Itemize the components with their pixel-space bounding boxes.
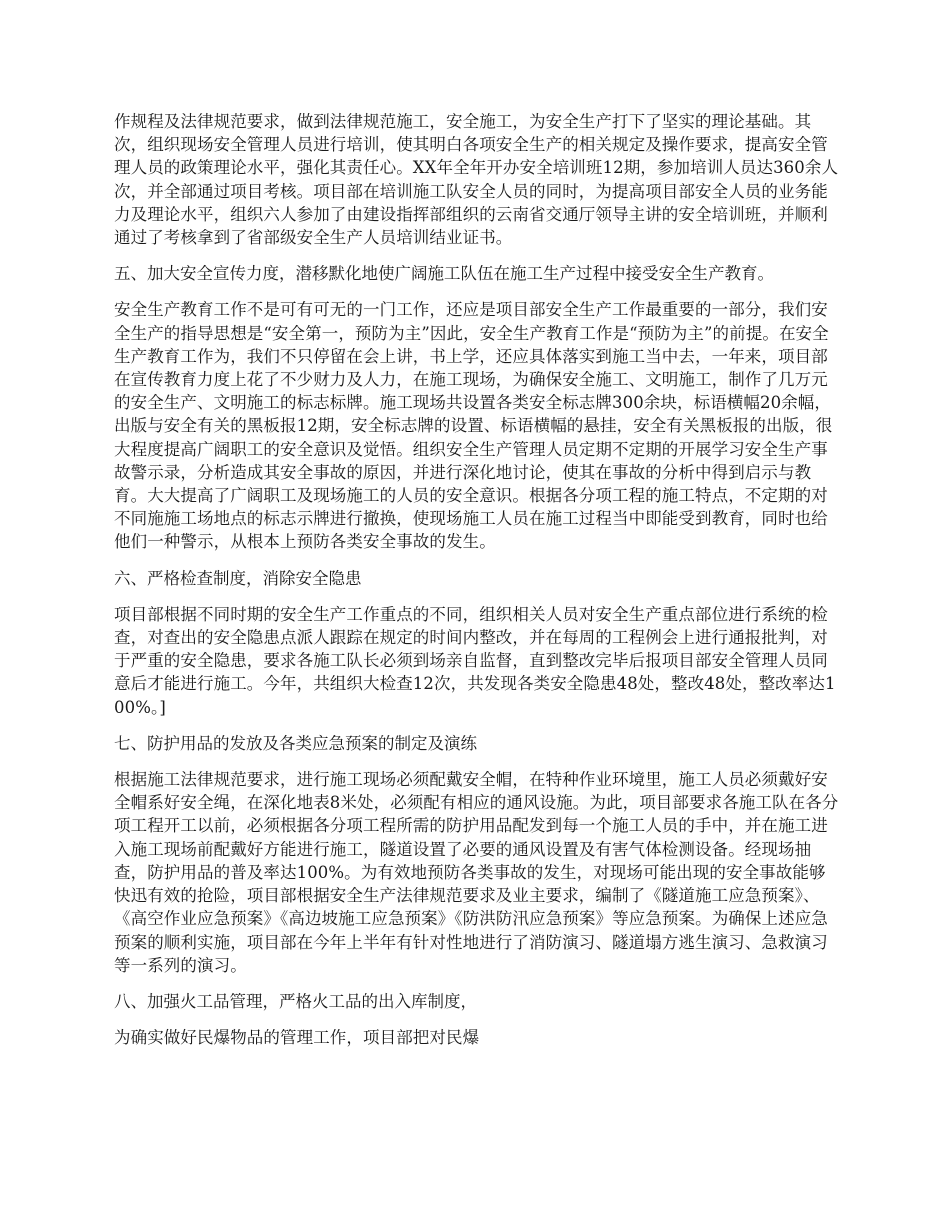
paragraph-explosives: 为确实做好民爆物品的管理工作，项目部把对民爆 (114, 1028, 480, 1048)
section-heading-7: 七、防护用品的发放及各类应急预案的制定及演练 (114, 733, 477, 753)
section-heading-8: 八、加强火工品管理，严格火工品的出入库制度， (114, 991, 477, 1011)
paragraph-inspection: 项目部根据不同时期的安全生产工作重点的不同，组织相关人员对安全生产重点部位进行系统的检查，对查出的安全隐患点派人跟踪在规定的时间内整改，并在每周的工程例会上进行通报批判，对于严重的安全隐患，要求各施工队长必须到场亲自监督，直到整改完毕后报项目部安全管理人员同意后才能进行施工。今年，共组织大检查12次，共发现各类安全隐患48处，整改48处，整改率达100%。] (114, 604, 836, 717)
paragraph-education: 安全生产教育工作不是可有可无的一门工作，还应是项目部安全生产工作最重要的一部分，我们安全生产的指导思想是“安全第一，预防为主”因此，安全生产教育工作是“预防为主”的前提。在安全生产教育工作为，我们不只停留在会上讲，书上学，还应具体落实到施工当中去，一年来，项目部在宣传教育力度上花了不少财力及人力，在施工现场，为确保安全施工、文明施工，制作了几万元的安全生产、文明施工的标志标牌。施工现场共设置各类安全标志牌300余块，标语横幅20余幅，出版与安全有关的黑板报12期，安全标志牌的设置、标语横幅的悬挂，安全有关黑板报的出版，很大程度提高广阔职工的安全意识及觉悟。组织安全生产管理人员定期不定期的开展学习安全生产事故警示录，分析造成其安全事故的原因，并进行深化地讨论，使其在事故的分析中得到启示与教育。大大提高了广阔职工及现场施工的人员的安全意识。根据各分项工程的施工特点，不定期的对不同施施工场地点的标志示牌进行撤换，使现场施工人员在施工过程当中即能受到教育，同时也给他们一种警示，从根本上预防各类安全事故的发生。 (114, 300, 833, 552)
section-heading-6: 六、严格检查制度，消除安全隐患 (114, 568, 362, 588)
document-page (114, 110, 840, 1062)
section-heading-5: 五、加大安全宣传力度，潜移默化地使广阔施工队伍在施工生产过程中接受安全生产教育。 (114, 264, 774, 284)
paragraph-protective-equipment: 根据施工法律规范要求，进行施工现场必须配戴安全帽，在特种作业环境里，施工人员必须戴好安全帽系好安全绳，在深化地表8米处，必须配有相应的通风设施。为此，项目部要求各施工队在各分项工程开工以前，必须根据各分项工程所需的防护用品配发到每一个施工人员的手中，并在施工进入施工现场前配戴好方能进行施工，隧道设置了必要的通风设置及有害气体检测设备。经现场抽查，防护用品的普及率达100%。为有效地预防各类事故的发生，对现场可能出现的安全事故能够快迅有效的抢险，项目部根据安全生产法律规范要求及业主要求，编制了《隧道施工应急预案》、《高空作业应急预案》《高边坡施工应急预案》《防洪防汛应急预案》等应急预案。为确保上述应急预案的顺利实施，项目部在今年上半年有针对性地进行了消防演习、隧道塌方逃生演习、急救演习等一系列的演习。 (114, 770, 839, 975)
paragraph-training: 作规程及法律规范要求，做到法律规范施工，安全施工，为安全生产打下了坚实的理论基础。其次，组织现场安全管理人员进行培训，使其明白各项安全生产的相关规定及操作要求，提高安全管理人员的政策理论水平，强化其责任心。XX年全年开办安全培训班12期，参加培训人员达360余人次，并全部通过项目考核。项目部在培训施工队安全人员的同时，为提高项目部安全人员的业务能力及理论水平，组织六人参加了由建设指挥部组织的云南省交通厅领导主讲的安全培训班，并顺利通过了考核拿到了省部级安全生产人员培训结业证书。 (114, 112, 839, 248)
